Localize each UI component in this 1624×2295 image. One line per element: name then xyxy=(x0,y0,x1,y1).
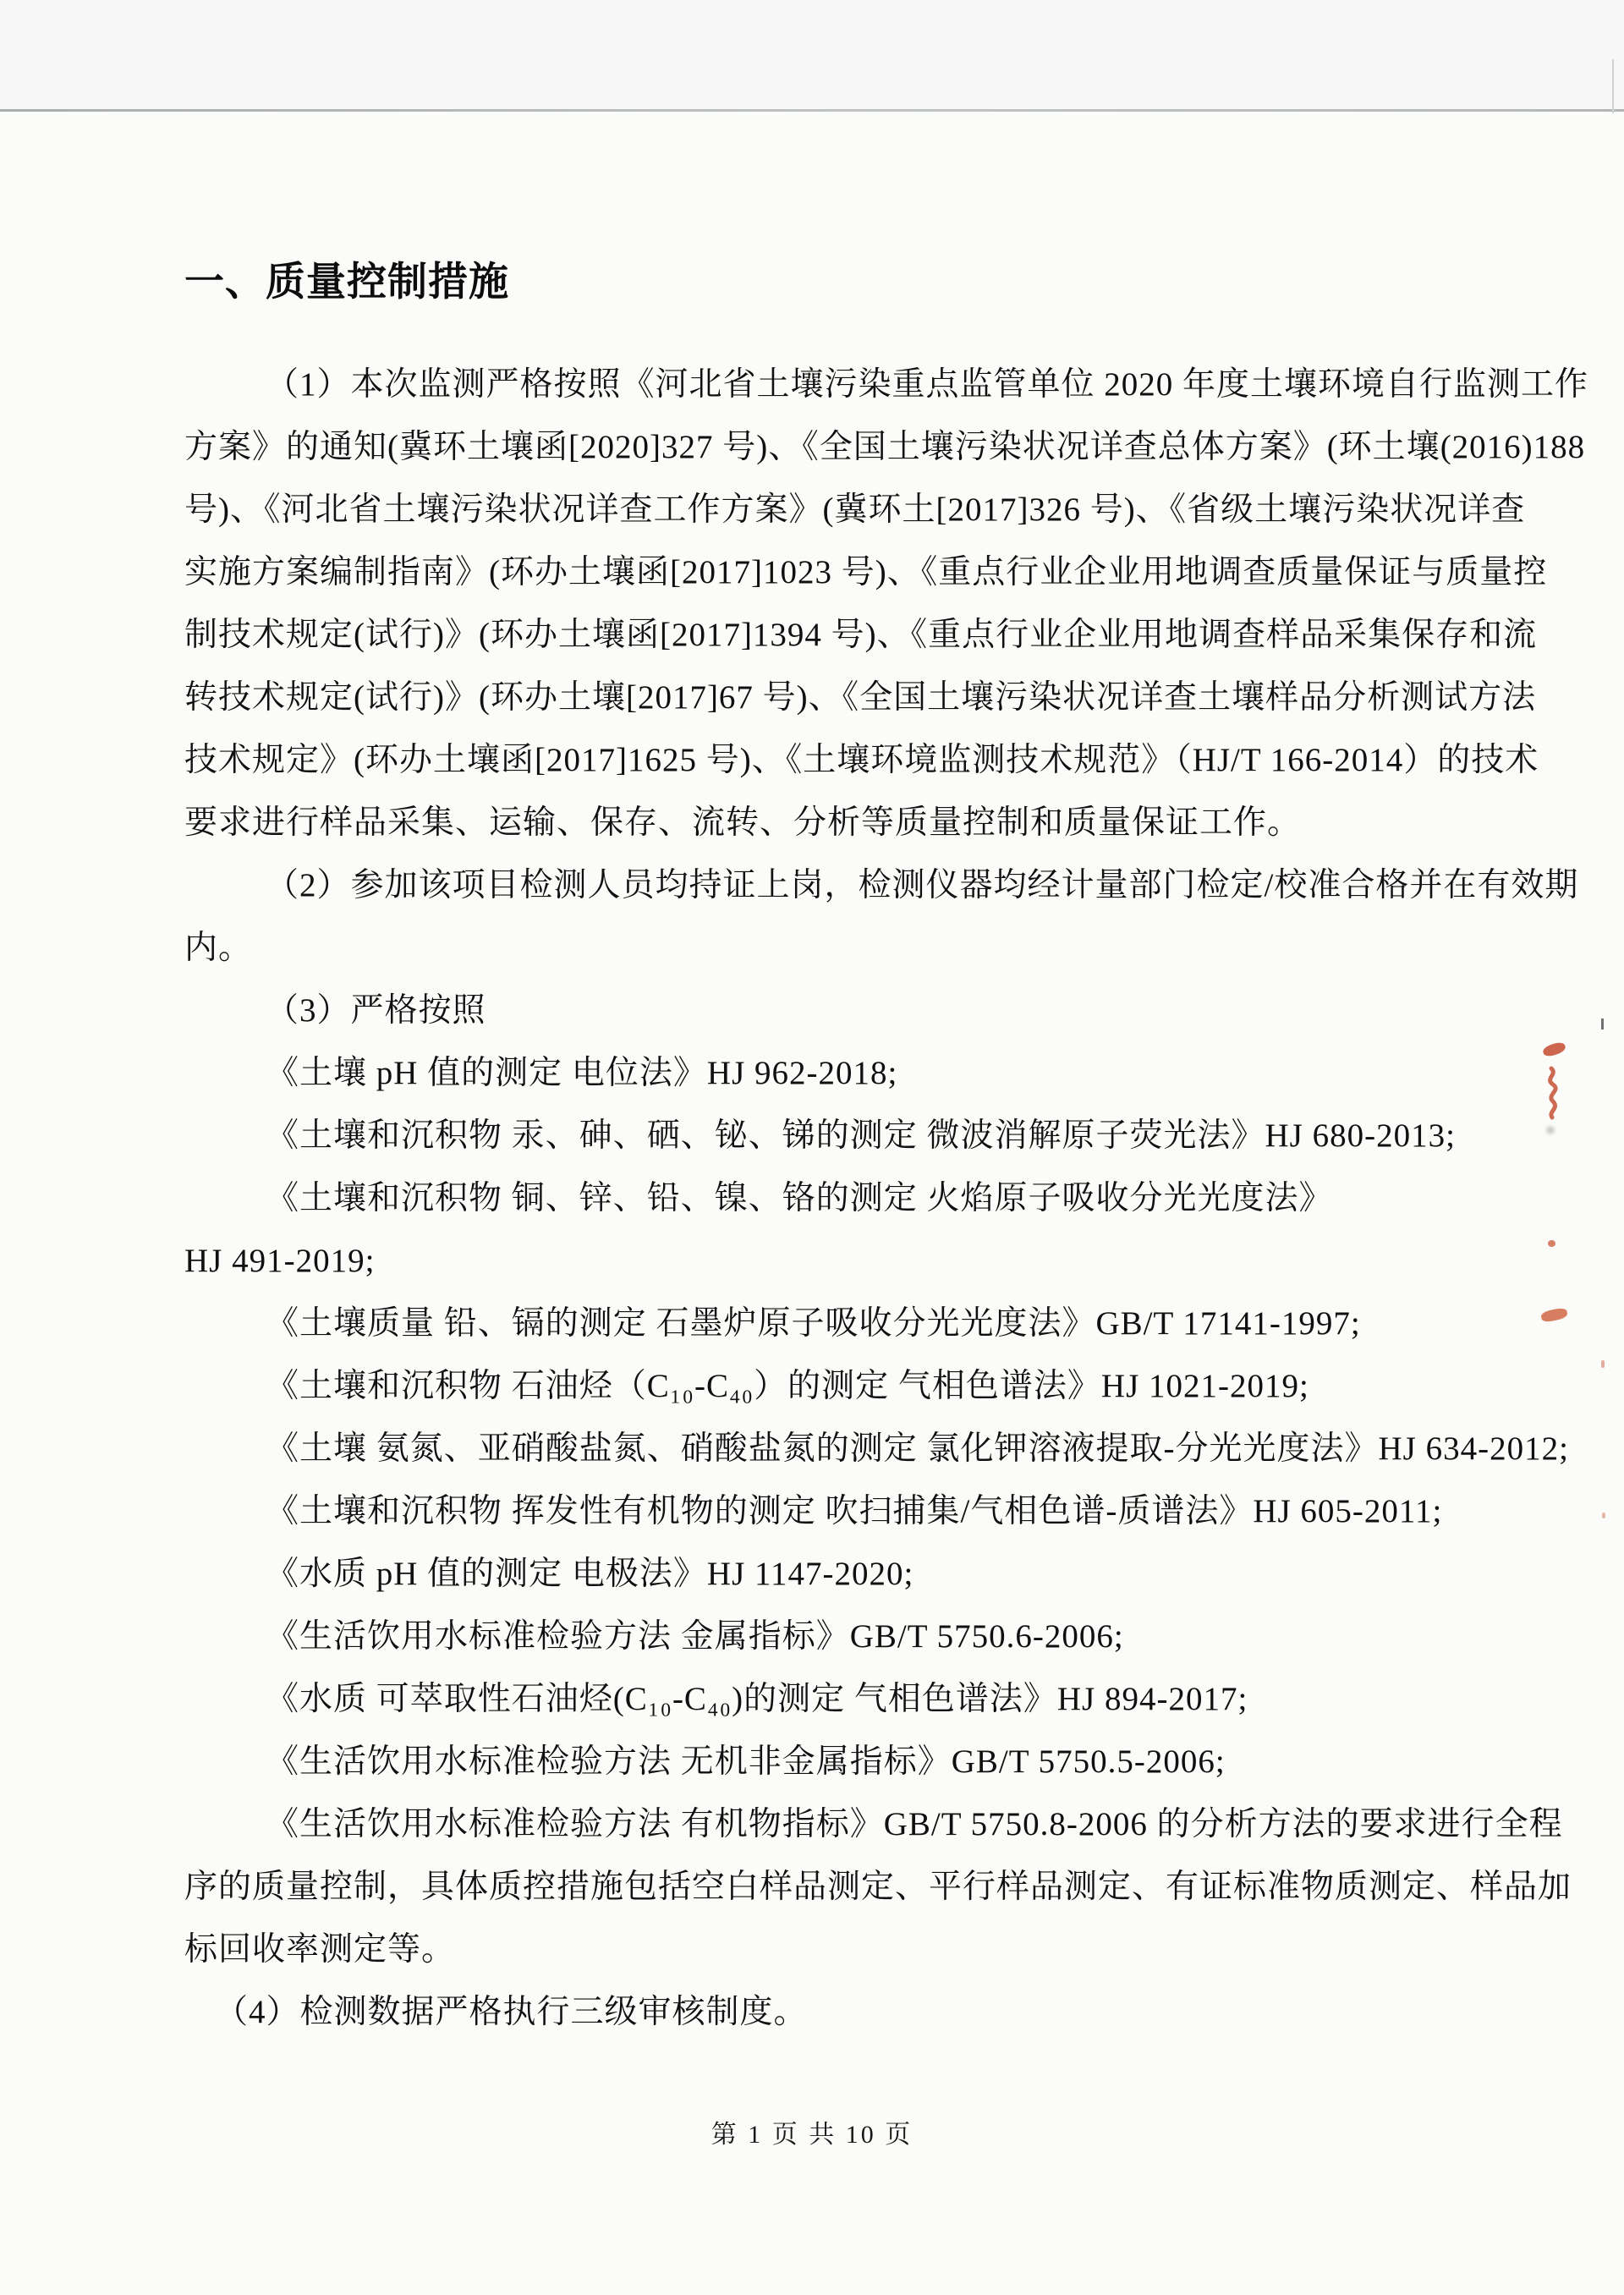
text-line: （1）本次监测严格按照《河北省土壤污染重点监管单位 2020 年度土壤环境自行监测工作 xyxy=(266,366,1589,403)
scan-edge-vertical xyxy=(1612,59,1614,113)
ink-mark-squiggle xyxy=(1539,1066,1566,1120)
text-line: 《生活饮用水标准检验方法 金属指标》GB/T 5750.6-2006; xyxy=(266,1618,1124,1655)
text-line: 《土壤 pH 值的测定 电位法》HJ 962-2018; xyxy=(266,1055,898,1091)
text-line: 转技术规定(试行)》(环办土壤[2017]67 号)、《全国土壤污染状况详查土壤样品分析测试方法 xyxy=(184,679,1537,716)
text-line: 《土壤和沉积物 挥发性有机物的测定 吹扫捕集/气相色谱-质谱法》HJ 605-2011; xyxy=(266,1493,1443,1529)
text-line: 《生活饮用水标准检验方法 无机非金属指标》GB/T 5750.5-2006; xyxy=(266,1743,1226,1780)
document-body xyxy=(184,250,1589,2044)
text-line: 《土壤和沉积物 汞、砷、硒、铋、锑的测定 微波消解原子荧光法》HJ 680-2013; xyxy=(266,1117,1456,1154)
text-line: 《水质 pH 值的测定 电极法》HJ 1147-2020; xyxy=(266,1556,914,1592)
text-line: （3）严格按照 xyxy=(266,992,486,1029)
text-line: 《生活饮用水标准检验方法 有机物指标》GB/T 5750.8-2006 的分析方法的要求进行全程 xyxy=(266,1806,1563,1842)
text-line: 内。 xyxy=(184,930,253,966)
page-number: 第 1 页 共 10 页 xyxy=(710,2121,914,2149)
scan-smudge xyxy=(1544,1123,1556,1137)
scan-top-band xyxy=(0,0,1624,110)
scan-speck xyxy=(1602,1513,1605,1518)
text-line: 技术规定》(环办土壤函[2017]1625 号)、《土壤环境监测技术规范》（HJ/T 166-2014）的技术 xyxy=(184,742,1539,778)
text-line: 标回收率测定等。 xyxy=(184,1931,456,1968)
text-line: （2）参加该项目检测人员均持证上岗，检测仪器均经计量部门检定/校准合格并在有效期 xyxy=(266,867,1579,903)
section-heading: 一、质量控制措施 xyxy=(184,259,509,304)
text-line: 《土壤质量 铅、镉的测定 石墨炉原子吸收分光光度法》GB/T 17141-1997; xyxy=(266,1305,1361,1342)
spacer xyxy=(184,313,1466,354)
text-line: 号)、《河北省土壤污染状况详查工作方案》(冀环土[2017]326 号)、《省级土壤污染状况详查 xyxy=(184,491,1526,528)
text-line: 《水质 可萃取性石油烃(C₁₀-C₄₀)的测定 气相色谱法》HJ 894-2017; xyxy=(266,1681,1248,1717)
text-line: （4）检测数据严格执行三级审核制度。 xyxy=(215,1994,808,2030)
ink-mark-dash xyxy=(1540,1307,1568,1323)
text-line: 《土壤和沉积物 铜、锌、铅、镍、铬的测定 火焰原子吸收分光光度法》 xyxy=(266,1180,1333,1216)
text-line: 《土壤和沉积物 石油烃（C₁₀-C₄₀）的测定 气相色谱法》HJ 1021-2019; xyxy=(266,1368,1309,1404)
ink-mark-blob xyxy=(1542,1040,1567,1058)
text-line: HJ 491-2019; xyxy=(184,1243,376,1279)
text-line: 序的质量控制，具体质控措施包括空白样品测定、平行样品测定、有证标准物质测定、样品加 xyxy=(184,1869,1572,1905)
text-line: 要求进行样品采集、运输、保存、流转、分析等质量控制和质量保证工作。 xyxy=(184,804,1302,841)
ink-mark-dot xyxy=(1548,1240,1555,1247)
scan-tick xyxy=(1601,1018,1604,1029)
scan-edge-line xyxy=(0,109,1624,112)
text-line: 《土壤 氨氮、亚硝酸盐氮、硝酸盐氮的测定 氯化钾溶液提取-分光光度法》HJ 634-2012; xyxy=(266,1430,1569,1467)
text-line: 制技术规定(试行)》(环办土壤函[2017]1394 号)、《重点行业企业用地调查样品采集保存和流 xyxy=(184,617,1538,653)
text-line: 实施方案编制指南》(环办土壤函[2017]1023 号)、《重点行业企业用地调查质量保证与质量控 xyxy=(184,554,1548,590)
text-line: 方案》的通知(冀环土壤函[2020]327 号)、《全国土壤污染状况详查总体方案》(环土壤(2016)188 xyxy=(184,429,1586,465)
scan-speck xyxy=(1601,1360,1605,1368)
